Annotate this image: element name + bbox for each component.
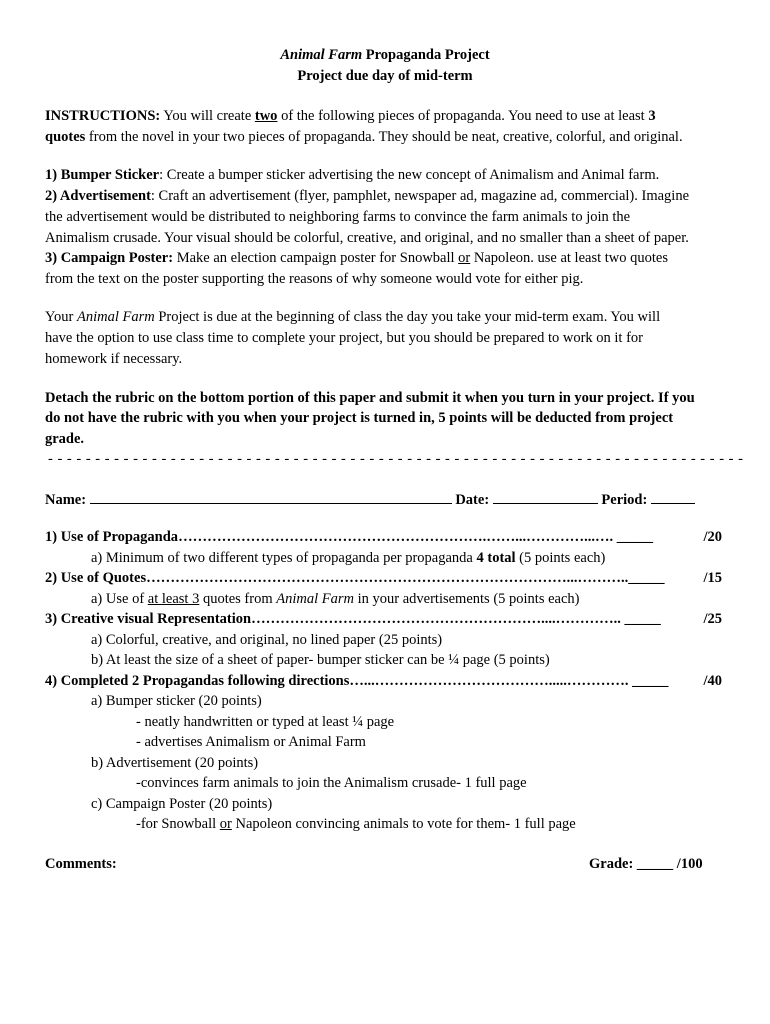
rubric-sub-emph: 4 total bbox=[476, 550, 516, 566]
rubric-leader: ……………………………………………………….……...…………...…. _____ bbox=[178, 529, 653, 545]
rubric-sub-detail: - neatly handwritten or typed at least ¼ page bbox=[136, 714, 395, 730]
rubric-label: 1) Use of Propaganda bbox=[45, 529, 179, 545]
rubric-sub-item: a) Colorful, creative, and original, no lined paper (25 points) bbox=[91, 632, 443, 648]
page-title bbox=[0, 47, 770, 64]
rubric-sub-emph: or bbox=[219, 816, 232, 832]
campaign-poster-line-2: from the text on the poster supporting the reasons of why someone would vote for either pig. bbox=[45, 271, 584, 287]
student-info-row bbox=[45, 490, 695, 509]
period-field[interactable] bbox=[651, 490, 695, 504]
grade-label: Grade: _____ /100 bbox=[589, 856, 703, 872]
advertisement-line-2: the advertisement would be distributed to neighboring farms to convince the farm animals to join the bbox=[45, 209, 631, 225]
detach-line-1: Detach the rubric on the bottom portion of this paper and submit it when you turn in your project. If you bbox=[45, 390, 695, 406]
rubric-points: /15 bbox=[703, 570, 722, 586]
ad-text: : Craft an advertisement (flyer, pamphlet, newspaper ad, magazine ad, commercial). Imagine bbox=[150, 188, 690, 204]
date-label: Date: bbox=[455, 492, 490, 508]
rubric-points: /40 bbox=[703, 673, 722, 689]
poster-or: or bbox=[458, 250, 471, 266]
date-field[interactable] bbox=[493, 490, 598, 504]
rubric-sub-text: Napoleon convincing animals to vote for them- 1 full page bbox=[231, 816, 576, 832]
advertisement-item bbox=[45, 188, 689, 205]
instructions-text: of the following pieces of propaganda. You need to use at least bbox=[277, 108, 649, 124]
title-rest: Propaganda Project bbox=[362, 47, 490, 63]
rubric-sub-item bbox=[91, 550, 605, 567]
advertisement-line-3: Animalism crusade. Your visual should be colorful, creative, and original, and no smaller than a sheet of paper. bbox=[45, 230, 689, 246]
name-field[interactable] bbox=[90, 490, 452, 504]
rubric-sub-detail: -convinces farm animals to join the Animalism crusade- 1 full page bbox=[136, 775, 527, 791]
due-text: Your bbox=[45, 309, 77, 325]
comments-label: Comments: bbox=[45, 856, 117, 872]
poster-text: Make an election campaign poster for Snowball bbox=[173, 250, 459, 266]
rubric-sub-item: c) Campaign Poster (20 points) bbox=[91, 796, 273, 812]
rubric-sub-text: quotes from bbox=[199, 591, 277, 607]
rubric-row-completed bbox=[45, 673, 722, 690]
title-italic: Animal Farm bbox=[280, 47, 363, 63]
instructions-emph-3: 3 bbox=[648, 108, 656, 124]
rubric-sub-detail bbox=[136, 816, 576, 833]
rubric-sub-text: -for Snowball bbox=[136, 816, 220, 832]
due-line-1 bbox=[45, 309, 660, 326]
rubric-points: /20 bbox=[703, 529, 722, 545]
detach-line-3: grade. bbox=[45, 431, 85, 447]
rubric-points: /25 bbox=[703, 611, 722, 627]
bumper-text: : Create a bumper sticker advertising the new concept of Animalism and Animal farm. bbox=[159, 167, 660, 183]
poster-label: 3) Campaign Poster: bbox=[45, 250, 174, 266]
due-italic: Animal Farm bbox=[76, 309, 155, 325]
rubric-sub-text: (5 points each) bbox=[515, 550, 606, 566]
poster-text: Napoleon. use at least two quotes bbox=[470, 250, 668, 266]
rubric-sub-italic: Animal Farm bbox=[276, 591, 354, 607]
campaign-poster-item bbox=[45, 250, 668, 267]
due-line-2: have the option to use class time to complete your project, but you should be prepared to work on it for bbox=[45, 330, 643, 346]
due-line-3: homework if necessary. bbox=[45, 351, 183, 367]
rubric-sub-emph: at least 3 bbox=[147, 591, 200, 607]
bumper-sticker-item bbox=[45, 167, 659, 184]
rubric-sub-item bbox=[91, 591, 579, 608]
bumper-label: 1) Bumper Sticker bbox=[45, 167, 160, 183]
rubric-sub-item: b) At least the size of a sheet of paper- bumper sticker can be ¼ page (5 points) bbox=[91, 652, 550, 668]
rubric-row-visual bbox=[45, 611, 722, 628]
instructions-emph-quotes: quotes bbox=[45, 129, 86, 145]
rubric-row-quotes bbox=[45, 570, 722, 587]
rubric-sub-item: b) Advertisement (20 points) bbox=[91, 755, 259, 771]
instructions-text: from the novel in your two pieces of propaganda. They should be neat, creative, colorful, and original. bbox=[85, 129, 683, 145]
rubric-label: 4) Completed 2 Propagandas following directions bbox=[45, 673, 350, 689]
rubric-leader: ……………………………………………………………………………...……….._____ bbox=[146, 570, 665, 586]
rubric-sub-text: in your advertisements (5 points each) bbox=[353, 591, 580, 607]
page-subtitle: Project due day of mid-term bbox=[297, 68, 473, 84]
instructions-label: INSTRUCTIONS: bbox=[45, 108, 161, 124]
rubric-sub-text: a) Use of bbox=[91, 591, 148, 607]
detach-line-2: do not have the rubric with you when your project is turned in, 5 points will be deducted from project bbox=[45, 410, 674, 426]
rubric-sub-detail: - advertises Animalism or Animal Farm bbox=[136, 734, 366, 750]
instructions-line-1 bbox=[45, 108, 656, 125]
instructions-text: You will create bbox=[160, 108, 255, 124]
rubric-label: 3) Creative visual Representation bbox=[45, 611, 252, 627]
rubric-leader: …...……………………………….....…………. _____ bbox=[349, 673, 669, 689]
cut-line: - - - - - - - - - - - - - - - - - - - - - - - - - - - - - - - - - - - - - - - - - - - - - - - - - - - - - - - - - - - - - - - - - - - - - - - - - - bbox=[48, 451, 744, 467]
rubric-row-propaganda bbox=[45, 529, 722, 546]
name-label: Name: bbox=[45, 492, 87, 508]
instructions-emph-two: two bbox=[254, 108, 278, 124]
due-text: Project is due at the beginning of class the day you take your mid-term exam. You will bbox=[154, 309, 661, 325]
rubric-leader: ……………………………………………………....………….. _____ bbox=[251, 611, 661, 627]
instructions-line-2 bbox=[45, 129, 683, 146]
period-label: Period: bbox=[601, 492, 648, 508]
rubric-label: 2) Use of Quotes bbox=[45, 570, 147, 586]
rubric-sub-text: a) Minimum of two different types of propaganda per propaganda bbox=[91, 550, 477, 566]
rubric-sub-item: a) Bumper sticker (20 points) bbox=[91, 693, 262, 709]
ad-label: 2) Advertisement bbox=[45, 188, 151, 204]
